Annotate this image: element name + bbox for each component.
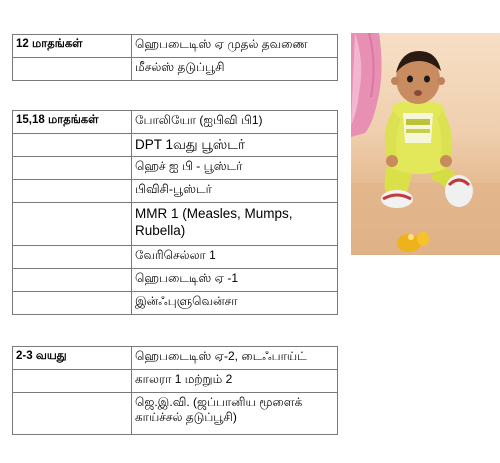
- schedule-table-15-18-months: [12, 110, 338, 315]
- vaccine-cell: ஹெபடைடிஸ் ஏ-2, டைஃபாய்ட்: [132, 347, 338, 370]
- age-cell-empty: [13, 393, 132, 435]
- vaccine-cell: வேரிசெல்லா 1: [132, 246, 338, 269]
- age-cell-empty: [13, 246, 132, 269]
- age-cell-empty: [13, 180, 132, 203]
- vaccine-cell: பிவிசி-பூஸ்டர்: [132, 180, 338, 203]
- vaccine-cell: ஹெச் ஐ பி - பூஸ்டர்: [132, 157, 338, 180]
- age-cell-empty: [13, 292, 132, 315]
- schedule-table-2-3-years: [12, 346, 338, 435]
- age-cell-empty: [13, 203, 132, 246]
- age-cell-empty: [13, 269, 132, 292]
- vaccine-cell: ஹெபடைடிஸ் ஏ -1: [132, 269, 338, 292]
- age-cell: 2-3 வயது: [13, 347, 132, 370]
- vaccine-cell: ஹெபடைடிஸ் ஏ முதல் தவணை: [132, 35, 338, 58]
- toddler-photo: [351, 33, 500, 255]
- vaccine-cell: காலரா 1 மற்றும் 2: [132, 370, 338, 393]
- vaccine-cell: ஜெ.இ.வி. (ஜப்பானிய மூளைக் காய்ச்சல் தடுப்பூசி): [132, 393, 338, 435]
- age-cell-empty: [13, 157, 132, 180]
- age-cell: 12 மாதங்கள்: [13, 35, 132, 58]
- schedule-table-12-months: [12, 34, 338, 81]
- vaccine-cell: DPT 1வது பூஸ்டர்: [132, 134, 338, 157]
- vaccine-cell: இன்ஃபுளுவென்சா: [132, 292, 338, 315]
- age-cell-empty: [13, 370, 132, 393]
- vaccine-cell: போலியோ (ஐபிவி பி1): [132, 111, 338, 134]
- age-cell-empty: [13, 134, 132, 157]
- vaccine-cell: MMR 1 (Measles, Mumps, Rubella): [132, 203, 338, 246]
- vaccine-cell: மீசல்ஸ் தடுப்பூசி: [132, 58, 338, 81]
- age-cell-empty: [13, 58, 132, 81]
- age-cell: 15,18 மாதங்கள்: [13, 111, 132, 134]
